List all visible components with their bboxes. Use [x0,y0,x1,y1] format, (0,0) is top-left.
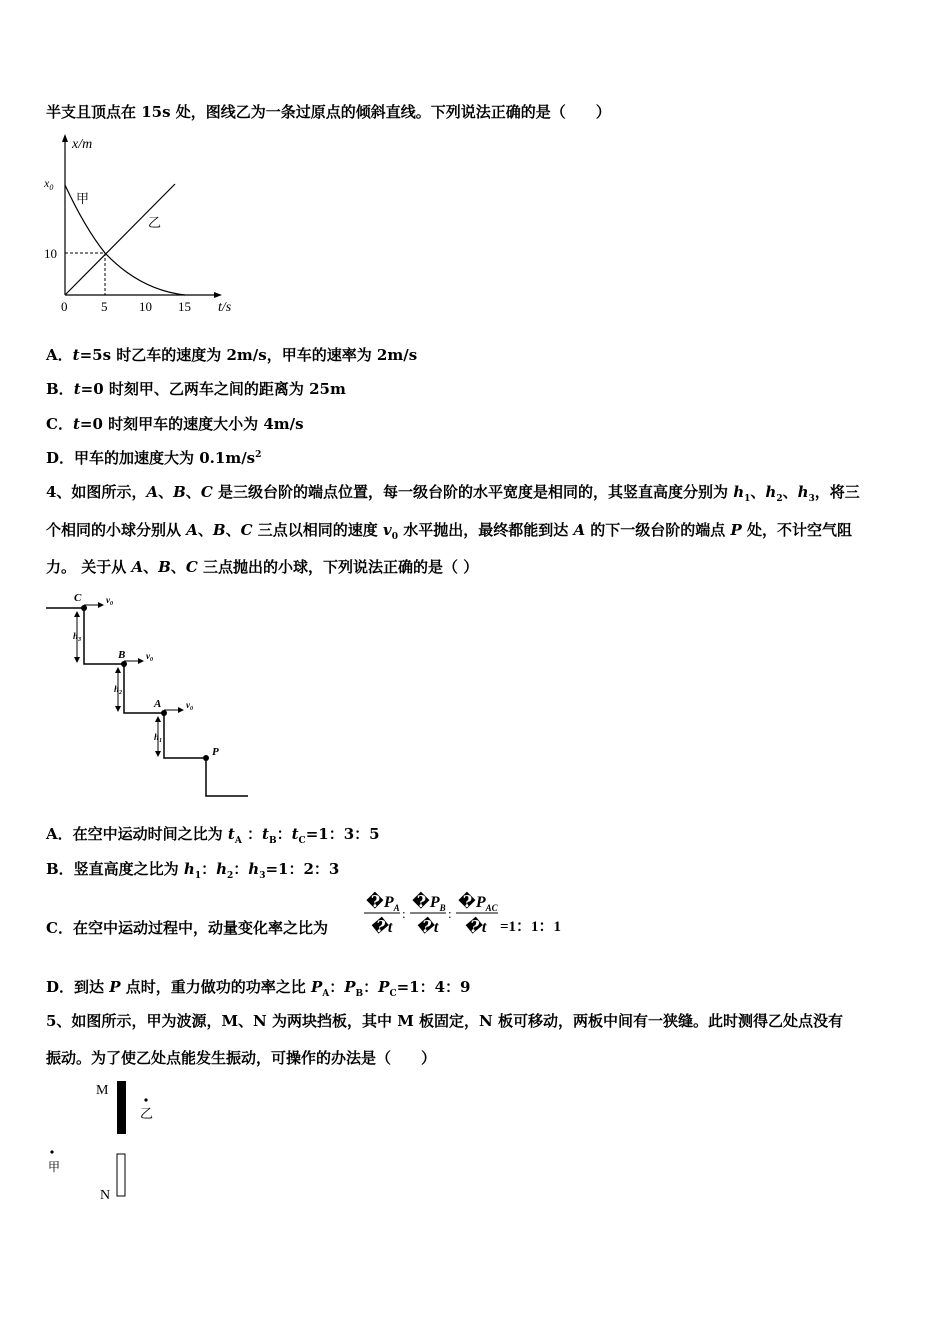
q3-xt-graph [40,130,250,320]
q4-stairs-diagram [44,588,254,803]
plate-m [117,1081,126,1134]
label-n: N [100,1188,111,1203]
label-v0-a: $v_0$ [186,700,193,712]
q4-stem-line3: 力。 关于从 A、B、C 三点抛出的小球，下列说法正确的是（ ） [46,558,479,576]
q3-option-a: A．t=5s 时乙车的速度为 2m/s，甲车的速率为 2m/s [46,346,418,364]
q4-stem-line1: 4、如图所示，A、B、C 是三级台阶的端点位置，每一级台阶的水平宽度是相同的，其竖直高度分别为 $h_1$、$h_2$、$h_3$，将三 [46,483,860,504]
label-h1: $h_1$ [154,732,163,744]
q3-option-d: D．甲车的加速度大为 $0.1m/s^2$ [46,449,262,467]
colon-1: : [402,906,406,921]
point-b [121,661,127,667]
point-c [81,605,87,611]
frac2-den: �t [416,919,439,936]
h1-arrowhead-top [155,716,161,722]
q4-option-c-formula [360,888,590,940]
label-a: A [154,698,162,710]
v0-arrowhead-a [178,707,184,713]
x-axis-label: t/s [218,300,232,315]
x-tick-10: 10 [139,299,152,314]
label-c: C [74,592,82,604]
frac1-den: �t [370,919,393,936]
q3-option-b: B．t=0 时刻甲、乙两车之间的距离为 25m [46,380,346,398]
y-tick-10: 10 [44,246,57,261]
y-axis-arrow [62,134,68,142]
frac3-den: �t [464,919,487,936]
label-yi: 乙 [140,1106,154,1121]
x-axis-arrow [214,292,222,298]
q4-option-a: A．在空中运动时间之比为 $t_A$ ：$t_B$：$t_C=1$：3：5 [46,825,380,846]
v0-arrowhead-b [138,658,144,664]
h3-arrowhead-top [74,611,80,617]
q3-intro: 半支且顶点在 15s 处，图线乙为一条过原点的倾斜直线。下列说法正确的是（ ） [46,103,611,121]
frac2-num: $�P_B$ [412,894,446,913]
point-p [203,755,209,761]
label-v0-b: $v_0$ [146,651,153,663]
point-yi [144,1098,147,1101]
label-h3: $h_3$ [73,631,82,643]
x-tick-15: 15 [178,299,191,314]
point-jia [50,1150,53,1153]
frac1-num: $�P_A$ [366,894,400,913]
label-jia: 甲 [76,191,90,206]
h2-arrowhead-top [115,667,121,673]
x-tick-0: 0 [61,299,68,314]
label-v0-c: $v_0$ [106,595,113,607]
q3-option-c: C．t=0 时刻甲车的速度大小为 4m/s [46,415,304,433]
label-m: M [96,1083,109,1098]
label-h2: $h_2$ [114,684,123,696]
label-b: B [118,649,126,661]
h1-arrowhead-bottom [155,751,161,757]
label-p: P [212,746,219,758]
point-a [161,710,167,716]
q5-stem-line1: 5、如图所示，甲为波源，M、N 为两块挡板，其中 M 板固定，N 板可移动，两板中间有一狭缝。此时测得乙处点没有 [46,1012,843,1030]
q5-stem-line2: 振动。为了使乙处点能发生振动，可操作的办法是（ ） [46,1049,437,1067]
q5-slit-diagram [44,1078,174,1208]
x-tick-5: 5 [101,299,108,314]
y-axis-label: x/m [72,137,93,152]
h2-arrowhead-bottom [115,706,121,712]
label-yi: 乙 [148,215,162,230]
q4-option-b: B．竖直高度之比为 $h_1$：$h_2$：$h_3=1$：2：3 [46,860,340,881]
frac3-num: $�P_{AC}$ [458,894,498,913]
h3-arrowhead-bottom [74,657,80,663]
label-jia: 甲 [48,1160,61,1174]
ratio-result: =1：1：1 [500,919,562,935]
q4-option-d: D．到达 P 点时，重力做功的功率之比 $P_A$：$P_B$：$P_C=1$：4：9 [46,978,471,999]
q4-stem-line2: 个相同的小球分别从 A、B、C 三点以相同的速度 $v_0$ 水平抛出，最终都能到达 A 的下一级台阶的端点 P 处，不计空气阻 [46,521,853,542]
colon-2: : [448,906,452,921]
q4-option-c-text: C．在空中运动过程中，动量变化率之比为 [46,919,328,937]
v0-arrowhead-c [98,602,104,608]
plate-n [117,1154,125,1196]
y-label-x0: $x_0$ [44,176,54,192]
